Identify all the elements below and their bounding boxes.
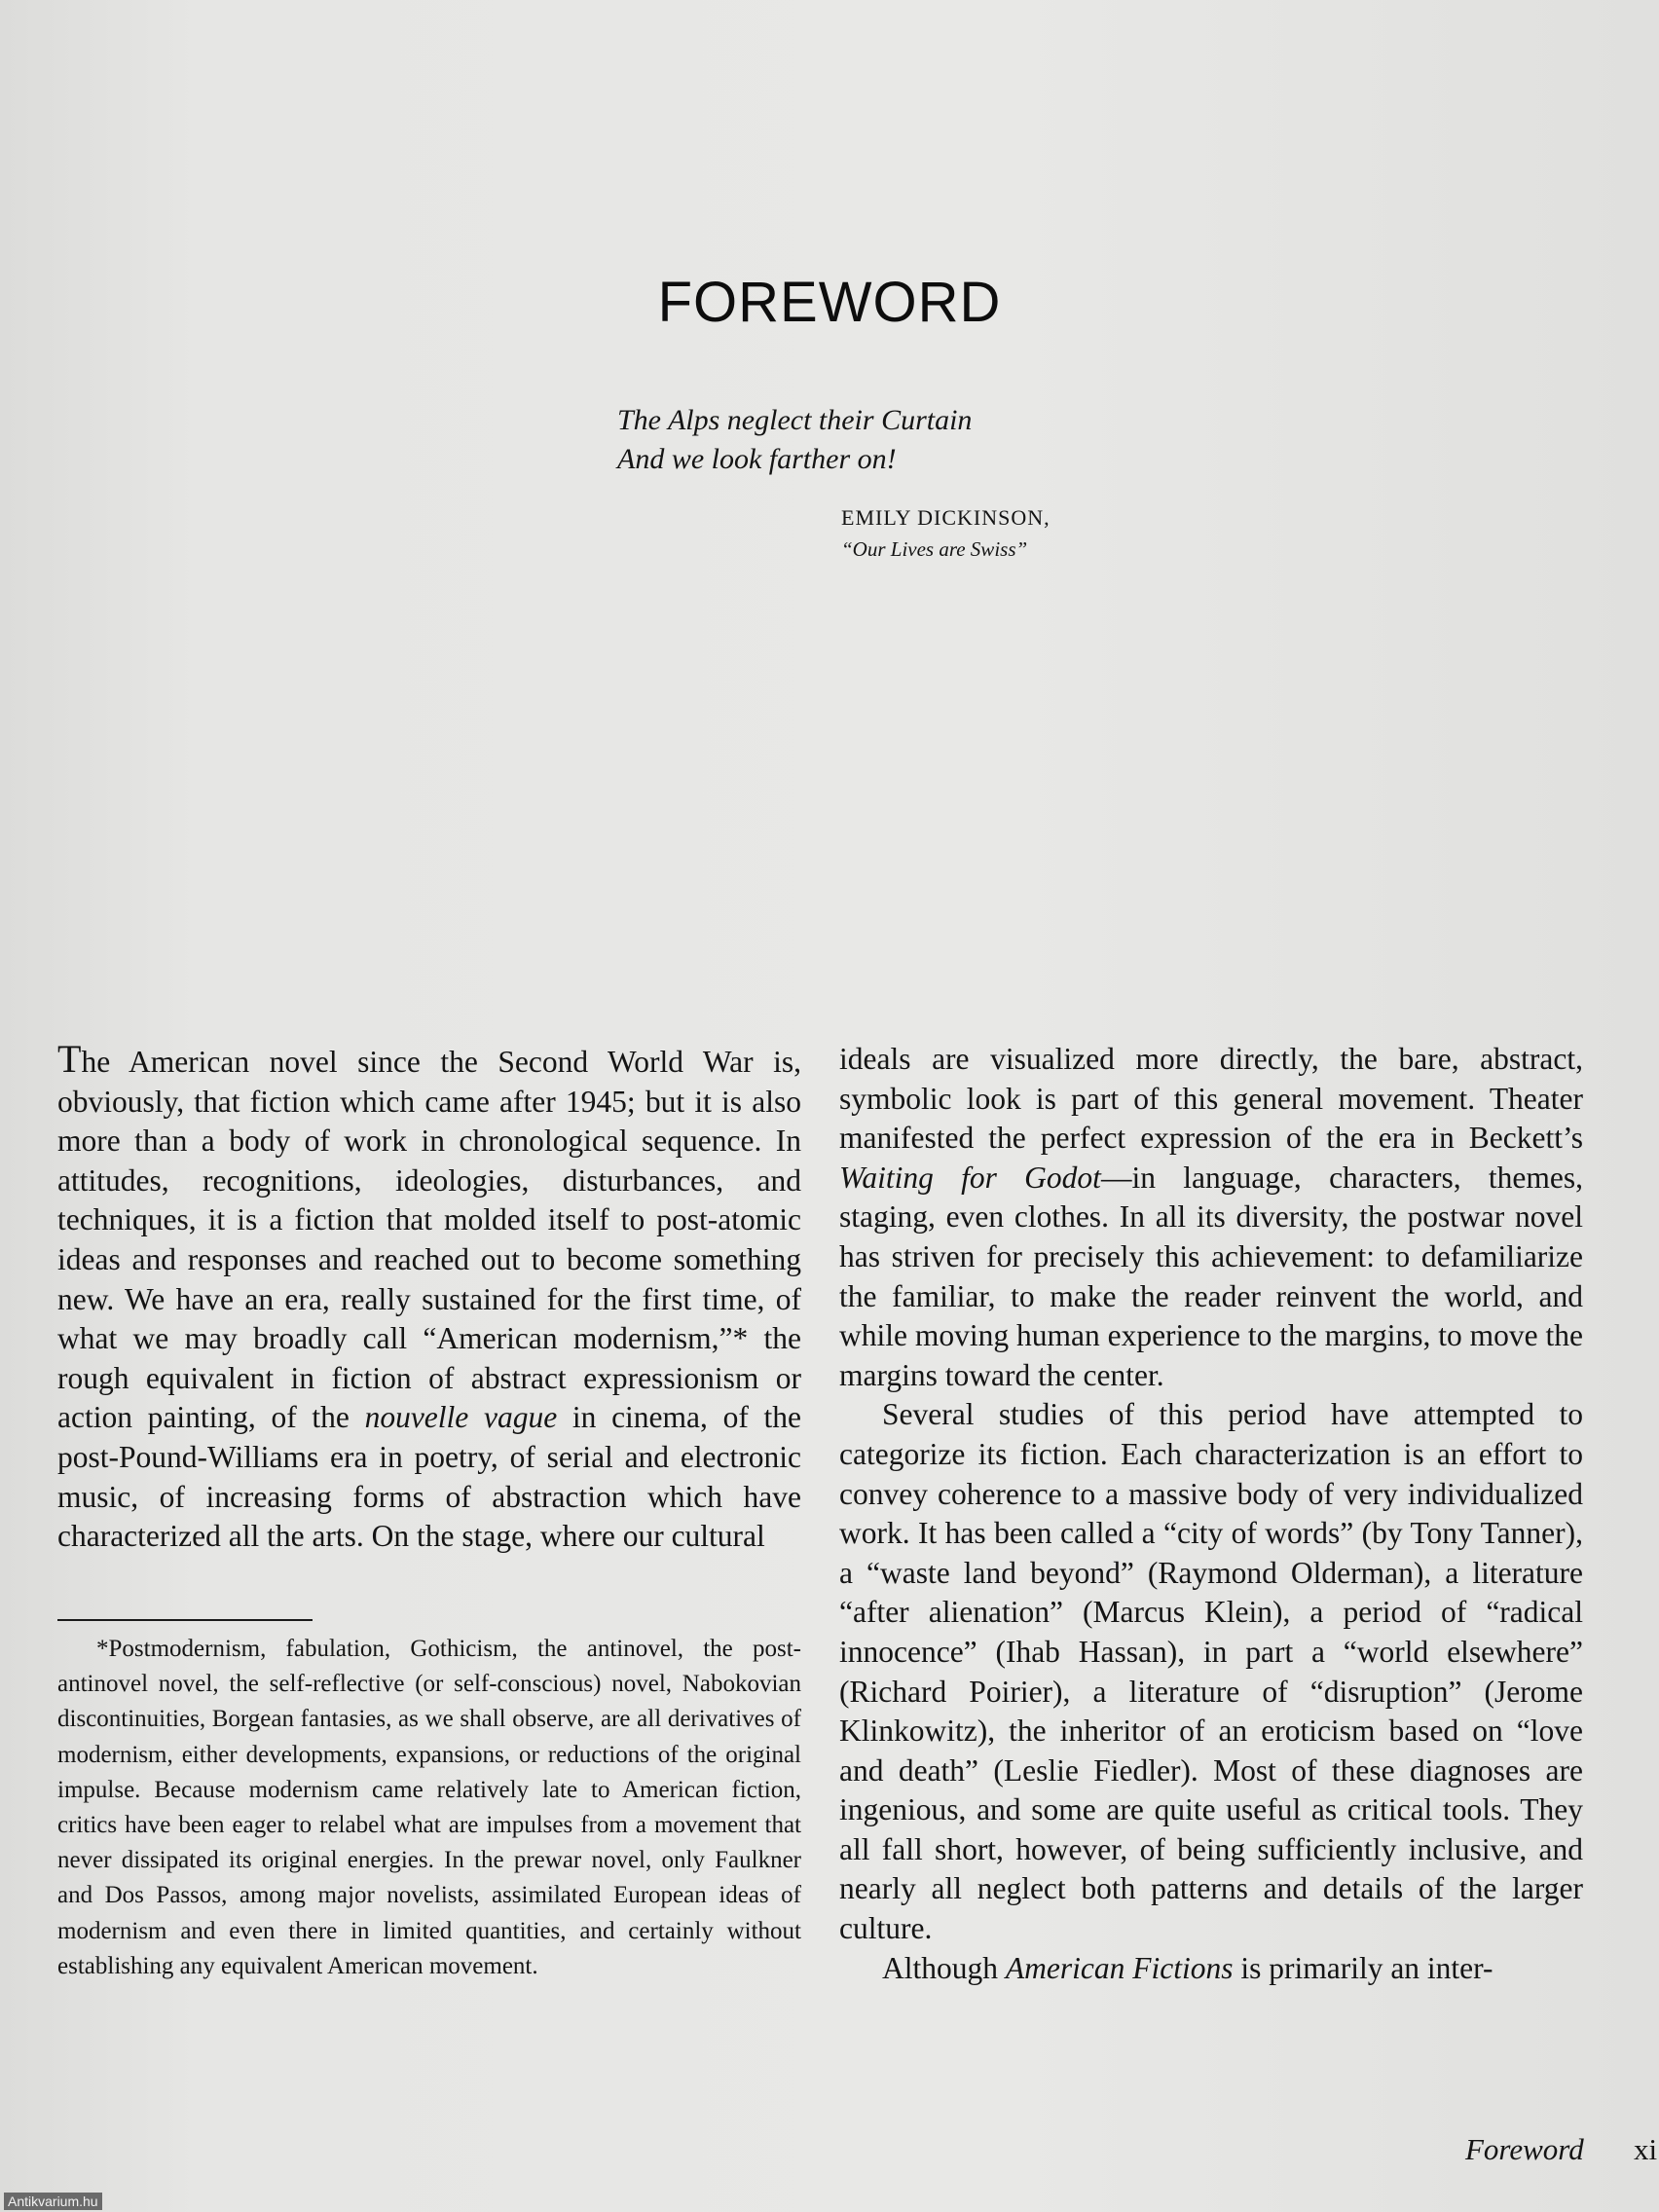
epigraph-attribution: [841, 502, 1051, 565]
body-text: is primarily an inter-: [1233, 1950, 1493, 1985]
page-number: xi: [1634, 2132, 1658, 2166]
body-paragraph: Several studies of this period have attempted to categorize its fiction. Each characterization is an effort to convey coherence to a massive body of very individualized work. It has been called a “city of words” (by Tony Tanner), a “waste land beyond” (Raymond Olderman), a literature “after alienation” (Marcus Klein), a period of “radical innocence” (Ihab Hassan), in part a “world elsewhere” (Richard Poirier), a literature of “disruption” (Jerome Klinkowitz), the inheritor of an eroticism based on “love and death” (Leslie Fiedler). Most of these diagnoses are ingenious, and some are quite useful as critical tools. They all fall short, however, of being sufficiently inclusive, and nearly all neglect both patterns and details of the larger culture.: [839, 1397, 1583, 1946]
body-column-left: [57, 1037, 801, 1557]
epigraph-line-2: And we look farther on!: [617, 443, 897, 475]
body-text: ideals are visualized more directly, the bare, abstract, symbolic look is part of this general movement. Theater manifested the perfect expression of the era in Beckett’s: [839, 1042, 1583, 1156]
footnote-rule: [57, 1619, 313, 1621]
body-paragraph: [57, 1037, 801, 1557]
epigraph: [617, 401, 972, 479]
page-title: FOREWORD: [657, 270, 1002, 334]
body-text-italic: Waiting for Godot: [839, 1160, 1101, 1195]
body-text: Although: [882, 1950, 1006, 1985]
epigraph-line-1: The Alps neglect their Curtain: [617, 404, 973, 436]
running-title: Foreword: [1465, 2132, 1584, 2166]
watermark: Antikvarium.hu: [4, 2193, 102, 2210]
body-paragraph: [839, 1040, 1583, 1395]
body-column-right: [839, 1040, 1583, 1988]
footnote-text: *Postmodernism, fabulation, Gothicism, the antinovel, the post-antinovel novel, the self-reflective (or self-conscious) novel, Nabokovian discontinuities, Borgean fantasies, as we shall observe, are all derivatives of modernism, either developments, expansions, or reductions of the original impulse. Because modernism came relatively late to American fiction, critics have been eager to relabel what are impulses from a movement that never dissipated its original energies. In the prewar novel, only Faulkner and Dos Passos, among major novelists, assimilated European ideas of modernism and even there in limited quantities, and certainly without establishing any equivalent American movement.: [57, 1636, 801, 1979]
drop-initial: T: [57, 1037, 82, 1081]
body-text-italic: American Fictions: [1005, 1950, 1234, 1985]
body-text: in cinema, of the post-Pound-Williams era in poetry, of serial and electronic music, of increasing forms of abstraction which have characterized all the arts. On the stage, where our cultural: [57, 1400, 801, 1554]
footnote: [57, 1632, 801, 1984]
body-text: he American novel since the Second World War is, obviously, that fiction which came after 1945; but it is also more than a body of work in chronological sequence. In attitudes, recognitions, ideologies, disturbances, and techniques, it is a fiction that molded itself to post-atomic ideas and responses and reached out to become something new. We have an era, really sustained for the first time, of what we may broadly call “American modernism,”* the rough equivalent in fiction of abstract expressionism or action painting, of the: [57, 1045, 801, 1435]
body-text: —in language, characters, themes, staging, even clothes. In all its diversity, the postwar novel has striven for precisely this achievement: to defamiliarize the familiar, to make the reader reinvent the world, and while moving human experience to the margins, to move the margins toward the center.: [839, 1160, 1583, 1392]
epigraph-source: “Our Lives are Swiss”: [841, 537, 1028, 561]
body-paragraph: [839, 1949, 1583, 1989]
epigraph-author: EMILY DICKINSON,: [841, 505, 1051, 530]
body-text-italic: nouvelle vague: [364, 1400, 558, 1435]
